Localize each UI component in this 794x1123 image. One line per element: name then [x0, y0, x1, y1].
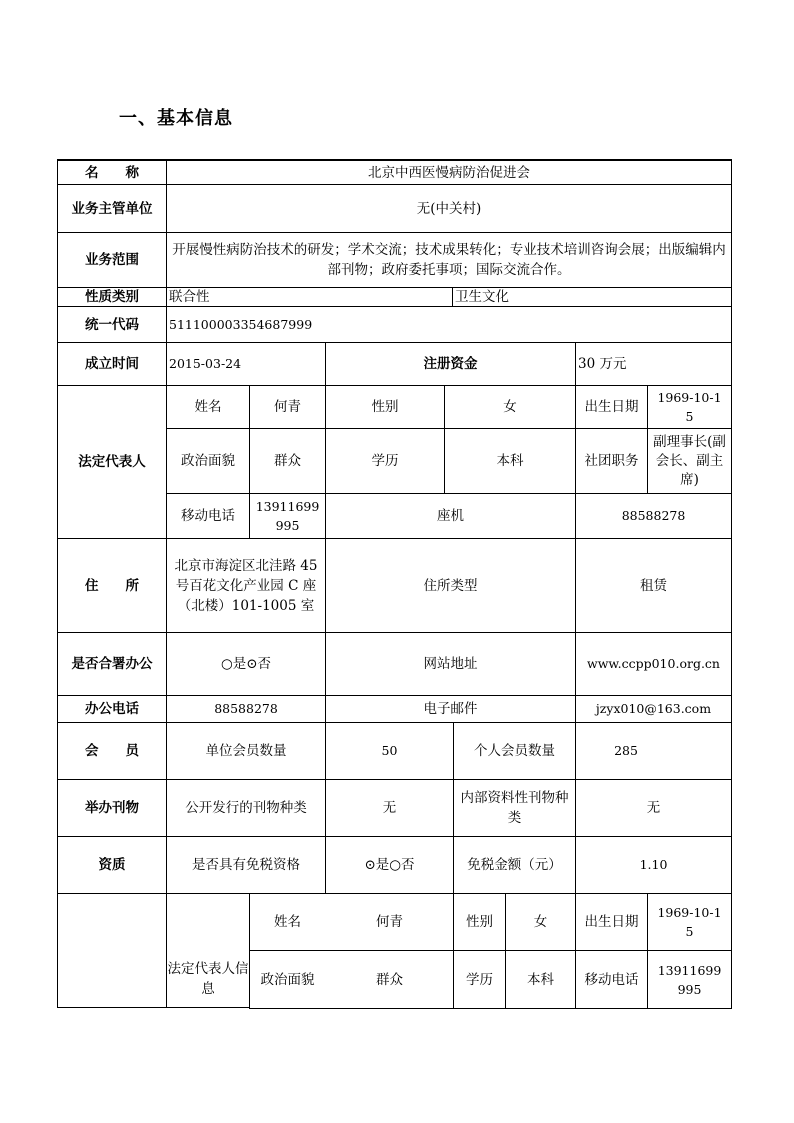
periodicals-label: 举办刊物	[85, 800, 139, 816]
rep-name: 何青	[274, 399, 301, 415]
info-politics-label: 政治面貌	[260, 971, 315, 988]
rep-politics: 群众	[274, 453, 301, 469]
internal-periodicals-value: 无	[646, 800, 661, 816]
supervisor-label: 业务主管单位	[71, 200, 153, 217]
scope-value: 开展慢性病防治技术的研发；学术交流；技术成果转化；专业技术培训咨询会展；出版编辑内部刊物；政府委托事项；国际交流合作。	[172, 242, 726, 278]
rep-birth-label: 出生日期	[584, 399, 639, 415]
tax-exempt-label: 是否具有免税资格	[192, 857, 300, 873]
section-heading: 一、基本信息	[119, 108, 233, 129]
rep-name-label: 姓名	[194, 399, 222, 415]
email-value[interactable]: jzyx010@163.com	[595, 701, 712, 716]
individual-members-value: 285	[614, 743, 638, 758]
rep-education-label: 学历	[371, 453, 399, 469]
nature-category: 卫生文化	[455, 289, 509, 305]
rep-mobile: 13911699995	[255, 499, 320, 533]
rep-education: 本科	[496, 453, 524, 469]
qualification-label: 资质	[98, 857, 126, 873]
info-mobile: 13911699995	[657, 962, 722, 997]
rep-birth: 1969-10-15	[657, 390, 722, 424]
office-phone-value: 88588278	[214, 701, 278, 716]
info-mobile-label: 移动电话	[584, 971, 639, 988]
tax-exempt-value: ⊙是○否	[364, 857, 415, 873]
tax-amount-label: 免税金额（元）	[467, 857, 562, 873]
info-name-label: 姓名	[274, 914, 301, 930]
shared-office-value: ○是⊙否	[220, 656, 272, 672]
rep-mobile-label: 移动电话	[181, 508, 235, 524]
supervisor-value: 无(中关村)	[416, 200, 482, 217]
public-periodicals-value: 无	[382, 800, 397, 816]
name-label: 名 称	[85, 164, 139, 181]
address-type-label: 住所类型	[423, 577, 478, 594]
legal-rep-info-label: 法定代表人信息	[167, 961, 249, 997]
nature-label: 性质类别	[85, 289, 139, 305]
code-label: 统一代码	[85, 316, 139, 333]
address-value: 北京市海淀区北洼路 45 号百花文化产业园 C 座（北楼）101-1005 室	[174, 557, 318, 614]
individual-members-label: 个人会员数量	[474, 743, 555, 759]
address-label: 住 所	[85, 577, 139, 594]
rep-landline: 88588278	[621, 508, 686, 523]
code-value: 511100003354687999	[169, 316, 313, 332]
capital-label: 注册资金	[423, 356, 478, 372]
info-gender: 女	[533, 914, 548, 930]
scope-label: 业务范围	[85, 252, 139, 268]
rep-politics-label: 政治面貌	[181, 453, 235, 469]
website-label: 网站地址	[423, 656, 478, 672]
info-politics: 群众	[376, 971, 403, 988]
shared-office-label: 是否合署办公	[71, 656, 153, 672]
unit-members-label: 单位会员数量	[205, 743, 287, 759]
public-periodicals-label: 公开发行的刊物种类	[185, 800, 307, 816]
members-label: 会 员	[85, 743, 139, 759]
rep-gender-label: 性别	[371, 399, 399, 415]
founded-value: 2015-03-24	[169, 356, 242, 371]
nature-value: 联合性	[169, 289, 210, 305]
info-birth: 1969-10-15	[657, 905, 722, 939]
tax-amount-value: 1.10	[639, 857, 668, 872]
rep-position: 副理事长(副会长、副主席)	[653, 433, 726, 488]
info-name: 何青	[376, 914, 403, 930]
capital-value: 30 万元	[578, 356, 627, 372]
legal-rep-label: 法定代表人	[78, 454, 146, 470]
info-birth-label: 出生日期	[584, 914, 639, 930]
info-gender-label: 性别	[466, 914, 493, 930]
unit-members-value: 50	[381, 743, 398, 758]
info-education-label: 学历	[466, 971, 493, 988]
rep-position-label: 社团职务	[584, 453, 639, 469]
website-value[interactable]: www.ccpp010.org.cn	[587, 656, 720, 671]
office-phone-label: 办公电话	[85, 701, 139, 717]
email-label: 电子邮件	[423, 701, 478, 717]
rep-gender: 女	[503, 399, 517, 415]
organization-name: 北京中西医慢病防治促进会	[368, 164, 530, 181]
founded-label: 成立时间	[85, 356, 139, 372]
info-education: 本科	[527, 971, 554, 988]
internal-periodicals-label: 内部资料性刊物种类	[460, 790, 569, 826]
rep-landline-label: 座机	[437, 508, 464, 524]
address-type-value: 租赁	[640, 577, 667, 594]
